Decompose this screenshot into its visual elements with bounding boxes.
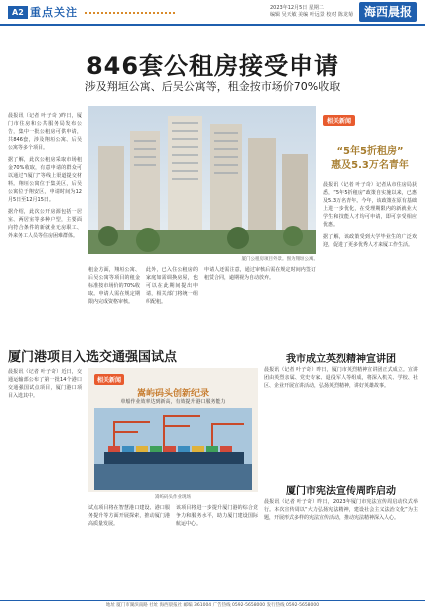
article-3-headline: 我市成立英烈精神宣讲团 <box>286 354 396 365</box>
main-article-para: 据了解，此次公租房采取市场租金70%收取，有意申请的群众可以通过“i厦门”等线上渠道提交材料。翔垣公寓位于集美区，后吴公寓位于翔安区，申请时间为12月5日至12月15日。 <box>8 157 82 203</box>
main-photo-caption: 厦门公租房项目外景。图为翔垣公寓。 <box>241 257 318 262</box>
decorative-dots <box>85 12 175 14</box>
issue-info <box>270 5 353 19</box>
article-2-col-1: 晨报讯（记者 叶子奇）近日，交通运输部公布了第一批14个港口交通强国试点项目，厦门港口项目入选其中。 <box>8 369 82 399</box>
issue-date: 2023年12月5日 星期二 <box>270 5 324 11</box>
article-3-body: 晨报讯（记者 叶子奇）昨日，厦门市英烈精神宣讲团正式成立。宣讲团由英烈亲属、党史专家、退役军人等组成，将深入机关、学校、社区、企业开展宣讲活动，弘扬英烈精神，讲好英雄故事。 <box>264 367 418 389</box>
main-article-col-3: 此外，已入住公租房的家庭如需调换房屋，也可以在此期间提出申请，相关部门将统一组织配租。 <box>146 267 198 305</box>
main-article-col-4: 申请人还需注意，通过审核后需在规定时间内签订租赁合同，逾期视为自动放弃。 <box>204 267 316 281</box>
side-headline-line-1: “5年5折租房” <box>336 146 404 157</box>
port-cranes-image <box>94 408 252 490</box>
article-2-tag: 相关新闻 <box>94 374 124 385</box>
main-headline: 846套公租房接受申请 <box>85 52 340 80</box>
main-article-lead: 晨报讯（记者 叶子奇 )昨日，厦门市住房和公共服务局发布公告，集中一批公租房可供申请，共846套，涉及翔垣公寓、后吴公寓等多个项目。 <box>8 113 82 151</box>
apartment-buildings-image <box>88 106 316 254</box>
side-headline <box>323 145 417 173</box>
page-footer: 地址 厦门市湖滨南路 社址 海西晨报社 邮编 361004 广告热线 0592-5658000 发行热线 0592-5658000 <box>0 600 425 611</box>
side-news-box <box>323 108 417 330</box>
article-2-col-2: 试点项目将在智慧港口建设、港口服务提升等方面开展探索，推动厦门港高质量发展。 <box>88 505 170 527</box>
section-title: 重点关注 <box>30 6 78 19</box>
article-2-headline: 厦门港项目入选交通强国试点 <box>8 350 178 365</box>
newspaper-logo: 海西晨报 <box>359 2 417 22</box>
side-body: 晨报讯（记者 叶子奇）记者从市住房局获悉，“5年5折租房”政策自实施以来，已惠及5.3万名青年。今年，该政策在原有基础上进一步优化，在受理期限内的新就业大学生和技能人才均可申请，即可享受相应优惠。 <box>323 182 417 228</box>
article-2-photo-caption: 嵩屿码头作业现场 <box>155 495 191 500</box>
side-headline-line-2: 惠及5.3万名青年 <box>331 160 409 171</box>
main-article-col-1 <box>8 112 82 332</box>
main-article-col-2: 租金方面，翔垣公寓、后吴公寓等项目的租金标准按市场价的70%收取。申请人需在规定期限内完成资格审核。 <box>88 267 140 305</box>
side-note: 据了解，该政策受到大学毕业生的广泛欢迎，促进了更多优秀人才来厦工作生活。 <box>323 234 417 248</box>
page-number-tag: A2 <box>8 6 28 19</box>
article-2-photo-subtitle: 单船作业效率达到新高，有效提升港口服务能力 <box>120 399 226 405</box>
article-4-headline: 厦门市宪法宣传周昨启动 <box>286 486 396 497</box>
article-2-photo-title: 嵩屿码头创新纪录 <box>136 389 209 399</box>
article-4-body: 晨报讯（记者 叶子奇）昨日，2023年厦门市宪法宣传周启动仪式举行。本次宣传周以“大力弘扬宪法精神，建设社会主义法治文化”为主题，开展形式多样的宪法宣传活动，推动宪法精神深入人心。 <box>264 499 418 521</box>
article-2-col-3: 该项目将进一步提升厦门港的综合竞争力和服务水平，助力厦门建设国际航运中心。 <box>176 505 258 527</box>
related-news-tag: 相关新闻 <box>323 115 355 126</box>
main-photo <box>88 106 316 254</box>
issue-editors: 编辑 吴天敏 美编 叶远景 校对 陈龙菊 <box>270 12 353 18</box>
masthead <box>0 0 425 26</box>
article-2-photo-box <box>88 368 258 492</box>
main-subheadline: 涉及翔垣公寓、后吴公寓等，租金按市场价70%收取 <box>84 80 341 93</box>
main-article-para: 据介绍，此次公开房源包括一居室、两居室等多种户型，主要面向符合条件的新就业无房职工、外来务工人员等住房困难群体。 <box>8 209 82 239</box>
